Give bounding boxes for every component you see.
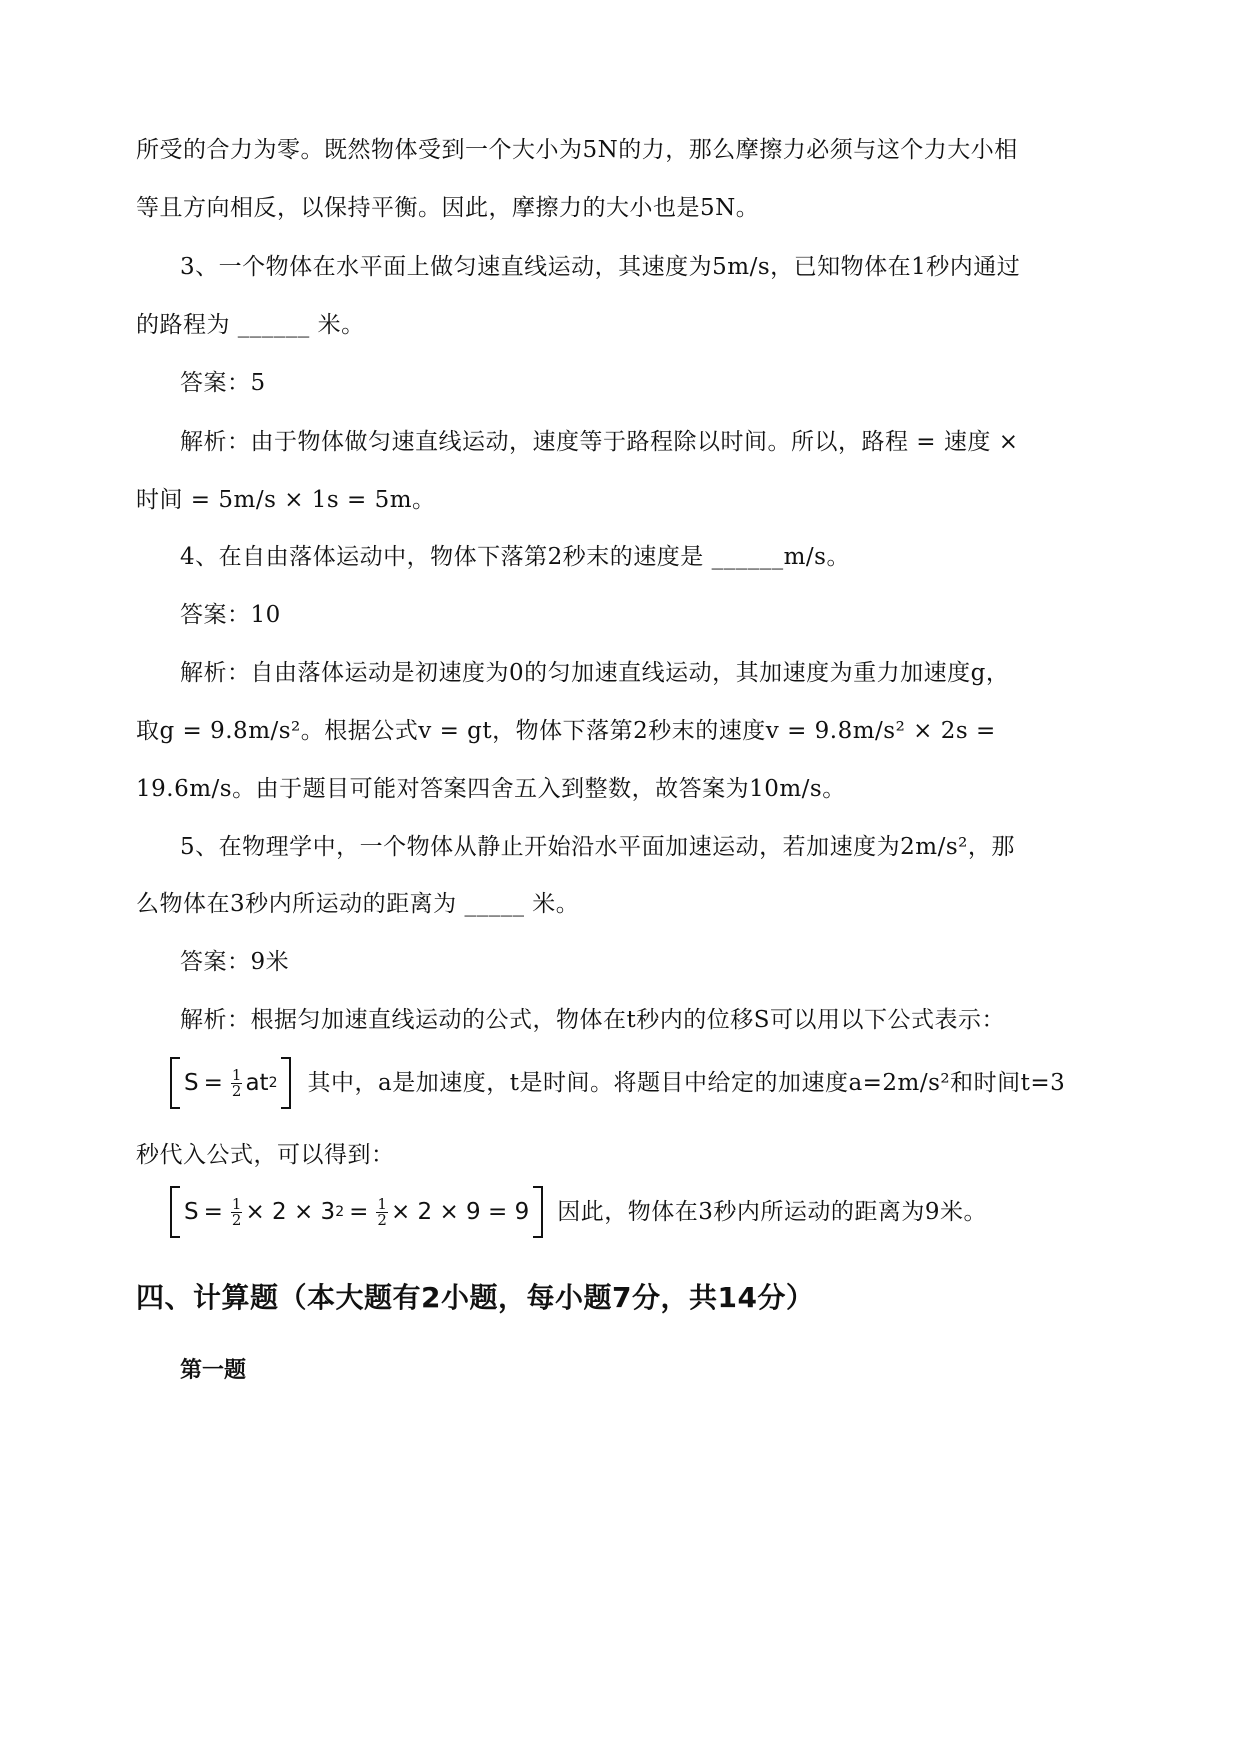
formula-lhs: S — [184, 1199, 199, 1225]
formula-exponent: 2 — [268, 1075, 278, 1091]
bracket-right — [281, 1057, 291, 1109]
section-heading: 四、计算题（本大题有2小题，每小题7分，共14分） — [136, 1281, 815, 1314]
question-5: 5、在物理学中，一个物体从静止开始沿水平面加速运动，若加速度为2m/s²，那 — [180, 834, 1015, 860]
question-3-cont: 的路程为 ______ 米。 — [136, 312, 365, 338]
formula-rest: at — [245, 1070, 269, 1096]
paragraph-line: 所受的合力为零。既然物体受到一个大小为5N的力，那么摩擦力必须与这个力大小相 — [136, 137, 1018, 163]
formula-displacement — [170, 1055, 1065, 1111]
analysis-4-cont: 19.6m/s。由于题目可能对答案四舍五入到整数，故答案为10m/s。 — [136, 776, 846, 802]
formula-calculation — [170, 1184, 987, 1240]
bracket-left — [170, 1057, 180, 1109]
formula-explanation: 其中，a是加速度，t是时间。将题目中给定的加速度a=2m/s²和时间t=3 — [307, 1070, 1066, 1096]
formula-lhs: S — [184, 1070, 199, 1096]
fraction-denominator: 2 — [377, 1210, 387, 1229]
formula-conclusion: 因此，物体在3秒内所运动的距离为9米。 — [557, 1199, 987, 1225]
formula-exponent: 2 — [335, 1204, 345, 1220]
fraction-half — [376, 1194, 388, 1229]
bracket-right — [533, 1186, 543, 1238]
question-5-cont: 么物体在3秒内所运动的距离为 _____ 米。 — [136, 891, 580, 917]
formula-part: × 2 × 3 — [245, 1199, 336, 1225]
sub-heading: 第一题 — [180, 1358, 247, 1383]
paragraph-line: 等且方向相反，以保持平衡。因此，摩擦力的大小也是5N。 — [136, 195, 760, 221]
formula-equals: = — [203, 1070, 223, 1096]
question-3: 3、一个物体在水平面上做匀速直线运动，其速度为5m/s，已知物体在1秒内通过 — [180, 254, 1021, 280]
formula-equals: = — [349, 1199, 369, 1225]
analysis-3-cont: 时间 = 5m/s × 1s = 5m。 — [136, 487, 436, 513]
fraction-half — [231, 1065, 243, 1100]
analysis-3: 解析：由于物体做匀速直线运动，速度等于路程除以时间。所以，路程 = 速度 × — [180, 429, 1019, 455]
fraction-numerator: 1 — [231, 1194, 242, 1213]
analysis-5-cont: 秒代入公式，可以得到： — [136, 1142, 395, 1168]
bracket-left — [170, 1186, 180, 1238]
fraction-numerator: 1 — [377, 1194, 387, 1213]
answer-5: 答案：9米 — [180, 949, 290, 975]
analysis-5: 解析：根据匀加速直线运动的公式，物体在t秒内的位移S可以用以下公式表示： — [180, 1007, 1005, 1033]
fraction-denominator: 2 — [231, 1210, 242, 1229]
answer-3: 答案：5 — [180, 370, 266, 396]
formula-part: × 2 × 9 = 9 — [390, 1199, 530, 1225]
fraction-half — [231, 1194, 243, 1229]
analysis-4-cont: 取g = 9.8m/s²。根据公式v = gt，物体下落第2秒末的速度v = 9.8m/s² × 2s = — [136, 718, 996, 744]
question-4: 4、在自由落体运动中，物体下落第2秒末的速度是 ______m/s。 — [180, 544, 850, 570]
formula-equals: = — [203, 1199, 223, 1225]
fraction-numerator: 1 — [231, 1065, 242, 1084]
fraction-denominator: 2 — [231, 1081, 242, 1100]
answer-4: 答案：10 — [180, 602, 281, 628]
analysis-4: 解析：自由落体运动是初速度为0的匀加速直线运动，其加速度为重力加速度g， — [180, 660, 1010, 686]
